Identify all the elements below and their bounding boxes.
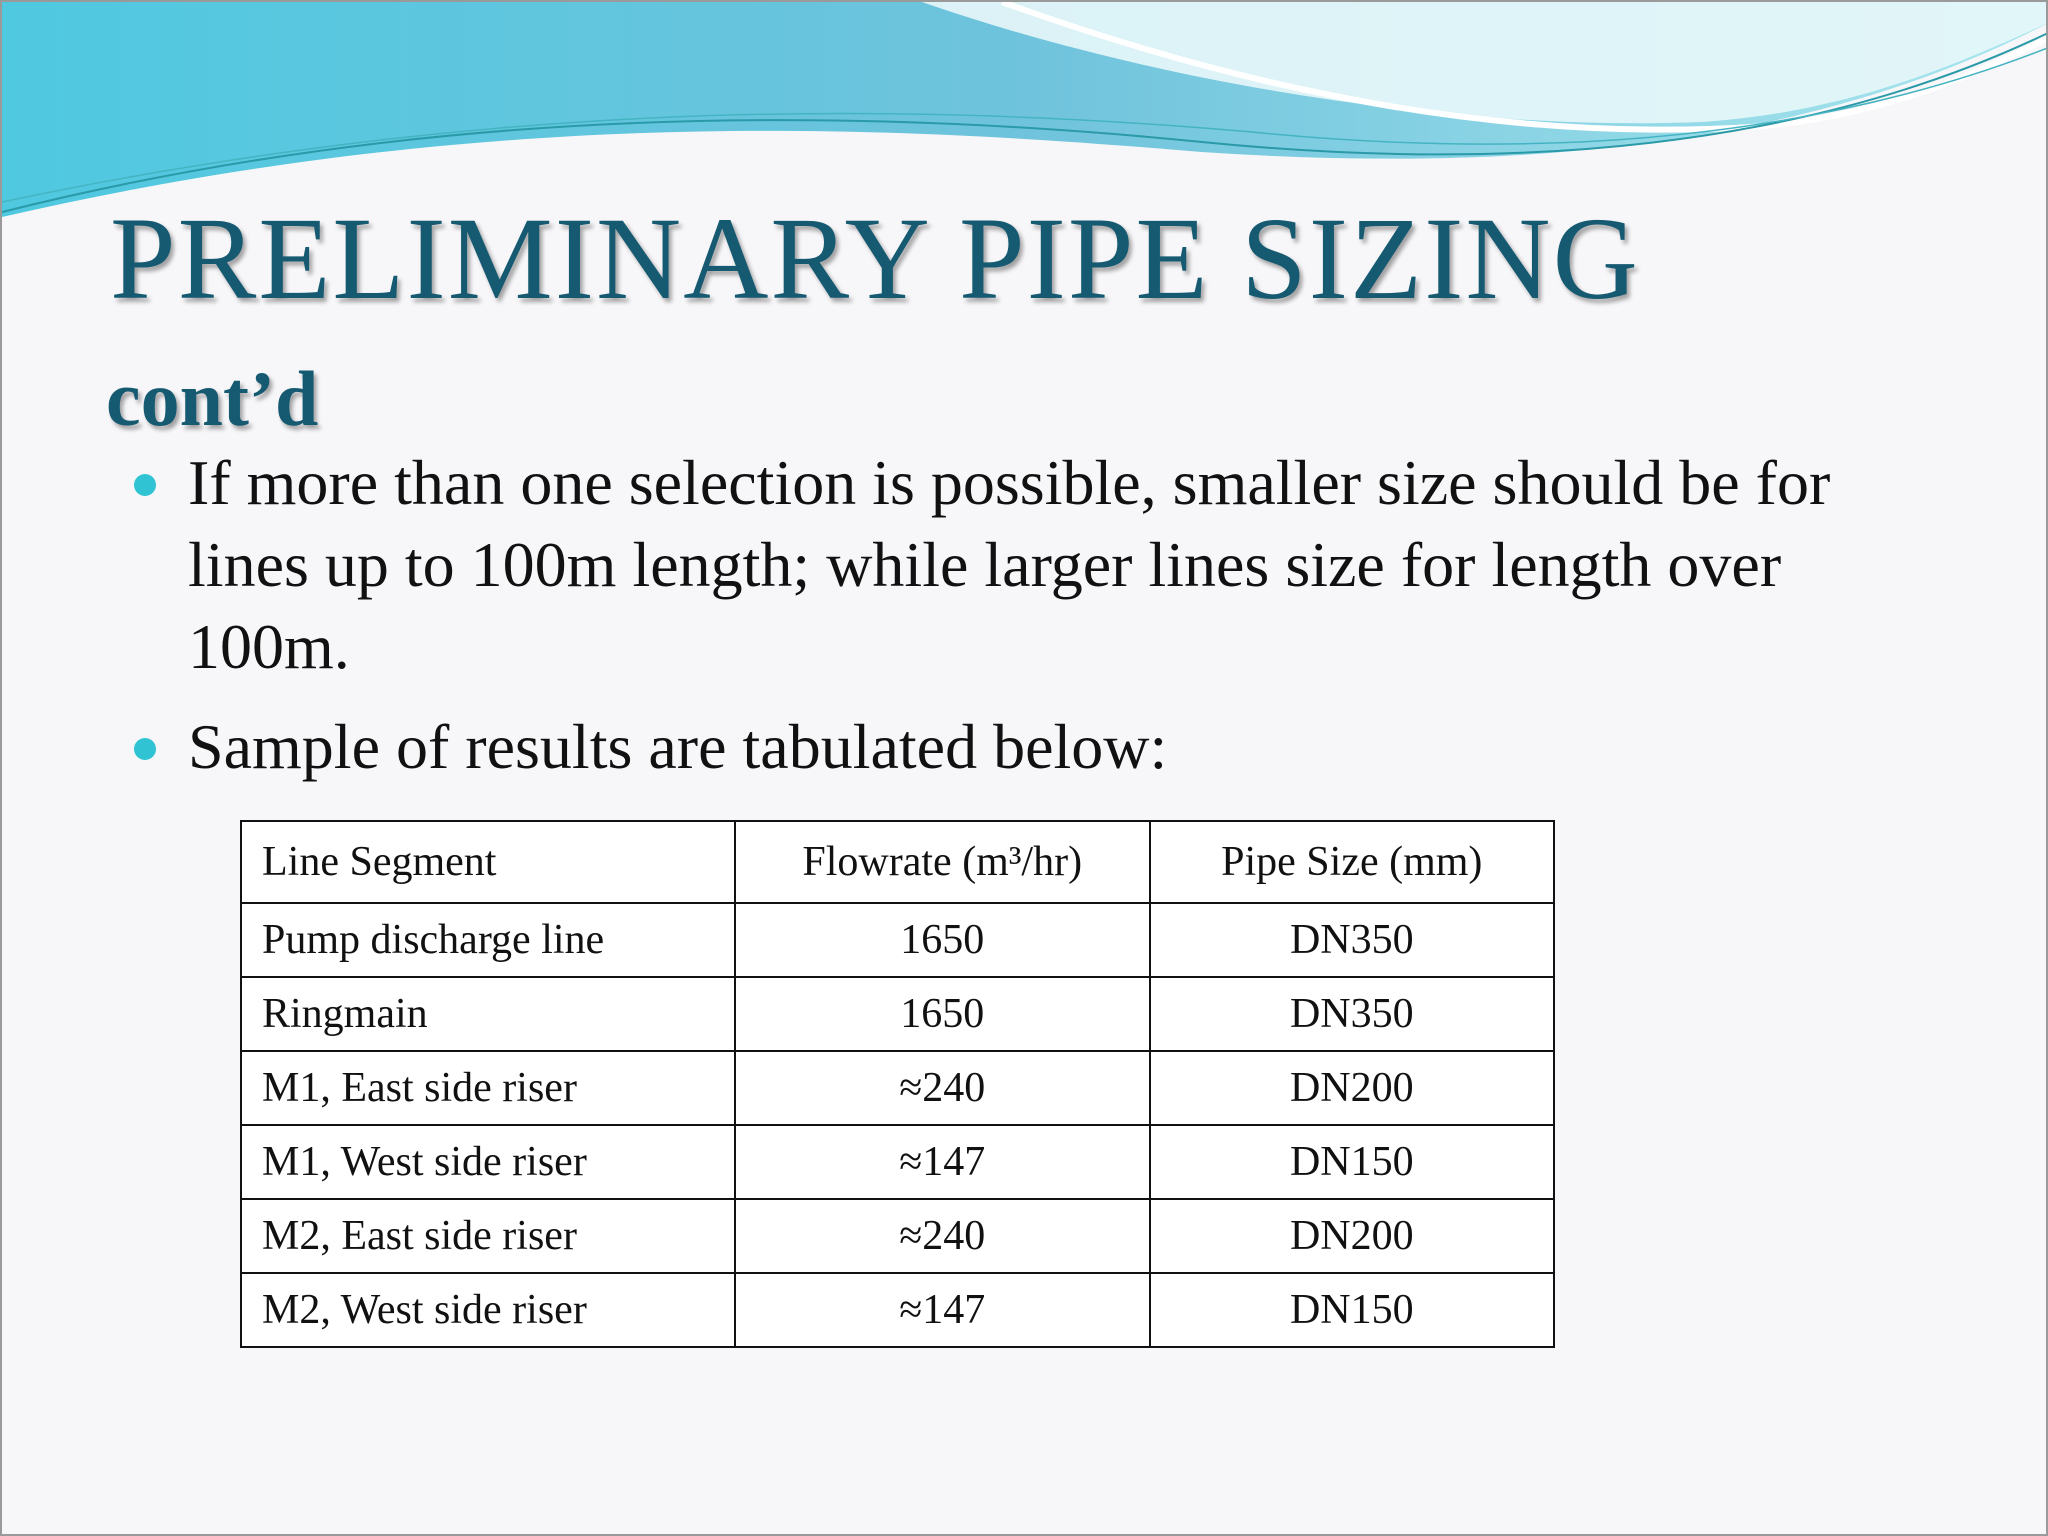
bullet-text: Sample of results are tabulated below: <box>188 711 1168 782</box>
cell-pipe-size: DN200 <box>1150 1051 1554 1125</box>
cell-line-segment: M1, East side riser <box>241 1051 735 1125</box>
bullet-text: If more than one selection is possible, smaller size should be for lines up to 100m length; while larger lines size for length over 100m. <box>188 447 1831 682</box>
cell-line-segment: M2, East side riser <box>241 1199 735 1273</box>
header-line-segment: Line Segment <box>241 821 735 903</box>
table-row <box>241 903 1554 977</box>
table-row <box>241 977 1554 1051</box>
cell-pipe-size: DN350 <box>1150 977 1554 1051</box>
bullet-item <box>132 442 1932 688</box>
cell-pipe-size: DN150 <box>1150 1125 1554 1199</box>
table-row <box>241 1125 1554 1199</box>
cell-line-segment: Ringmain <box>241 977 735 1051</box>
cell-flowrate: ≈240 <box>735 1051 1150 1125</box>
bullet-dot-icon <box>134 474 156 496</box>
cell-flowrate: 1650 <box>735 903 1150 977</box>
cell-flowrate: ≈147 <box>735 1273 1150 1347</box>
cell-line-segment: M1, West side riser <box>241 1125 735 1199</box>
cell-line-segment: Pump discharge line <box>241 903 735 977</box>
cell-flowrate: ≈147 <box>735 1125 1150 1199</box>
cell-pipe-size: DN150 <box>1150 1273 1554 1347</box>
header-pipe-size: Pipe Size (mm) <box>1150 821 1554 903</box>
cell-pipe-size: DN200 <box>1150 1199 1554 1273</box>
slide-title: PRELIMINARY PIPE SIZING <box>110 193 1640 324</box>
cell-line-segment: M2, West side riser <box>241 1273 735 1347</box>
table-row <box>241 1051 1554 1125</box>
table-header-row <box>241 821 1554 903</box>
cell-pipe-size: DN350 <box>1150 903 1554 977</box>
cell-flowrate: 1650 <box>735 977 1150 1051</box>
bullet-item <box>132 706 1932 788</box>
results-table <box>240 820 1555 1348</box>
cell-flowrate: ≈240 <box>735 1199 1150 1273</box>
slide-subtitle: cont’d <box>106 355 319 442</box>
table-row <box>241 1273 1554 1347</box>
bullet-list <box>132 442 1932 806</box>
header-flowrate: Flowrate (m³/hr) <box>735 821 1150 903</box>
bullet-dot-icon <box>134 738 156 760</box>
table-row <box>241 1199 1554 1273</box>
